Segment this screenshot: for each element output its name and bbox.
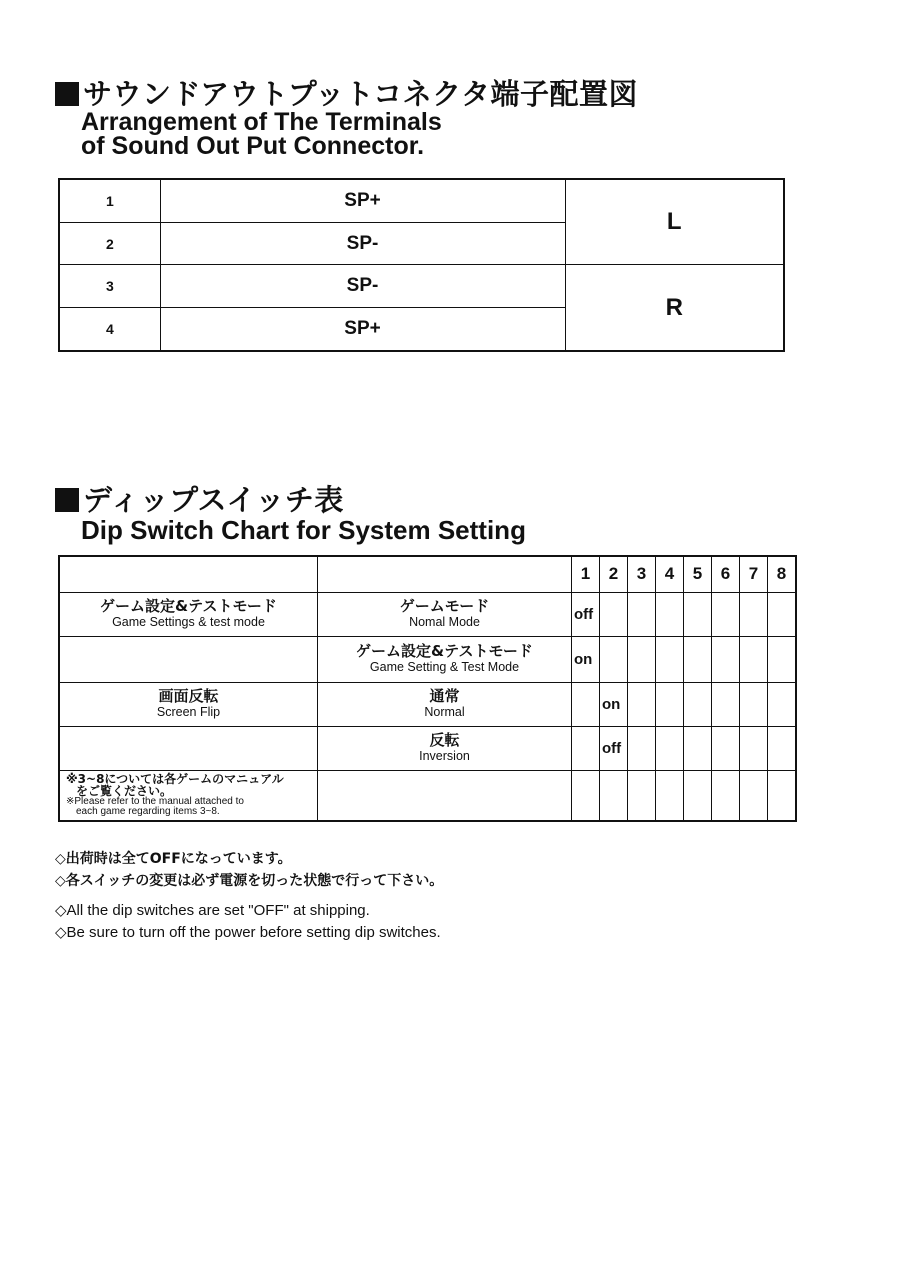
setting-cell — [318, 682, 572, 726]
setting-cell — [318, 726, 572, 770]
function-cell — [59, 726, 318, 770]
setting-cell — [318, 592, 572, 636]
note-jp-2: ◇各スイッチの変更は必ず電源を切った状態で行って下さい。 — [55, 873, 444, 889]
switch-number: 1 — [572, 556, 600, 592]
connector-section-header — [55, 78, 638, 158]
pin-number: 1 — [59, 179, 160, 222]
pin-signal: SP- — [160, 265, 565, 308]
dip-section-header — [55, 484, 526, 544]
table-row — [59, 592, 796, 636]
setting-en: Inversion — [419, 749, 470, 763]
connector-title-en-line2: of Sound Out Put Connector. — [81, 132, 425, 160]
dip-switch-table — [58, 555, 797, 822]
setting-en: Normal — [424, 705, 465, 719]
switch-value: on — [600, 682, 628, 726]
function-en: Screen Flip — [156, 705, 221, 719]
footnote-row — [59, 770, 796, 821]
note-en-1: ◇All the dip switches are set "OFF" at shipping. — [55, 902, 370, 919]
table-row — [59, 726, 796, 770]
switch-value: on — [572, 636, 600, 682]
table-header-row — [59, 556, 796, 592]
connector-title-en-line1: Arrangement of The Terminals — [81, 108, 442, 136]
channel-left: L — [565, 179, 784, 265]
note-en-2: ◇Be sure to turn off the power before setting dip switches. — [55, 924, 441, 941]
table-row — [59, 179, 784, 222]
switch-value: off — [572, 592, 600, 636]
switch-number: 5 — [684, 556, 712, 592]
setting-jp: 反転 — [429, 731, 460, 749]
switch-number: 4 — [656, 556, 684, 592]
switch-number: 8 — [768, 556, 797, 592]
notes-jp — [55, 848, 443, 892]
setting-jp: 通常 — [429, 687, 460, 705]
pin-number: 4 — [59, 308, 160, 351]
footnote-jp-1: ※3~8については各ゲームのマニュアル — [66, 772, 284, 787]
channel-right: R — [565, 265, 784, 351]
setting-en: Game Setting & Test Mode — [369, 660, 520, 674]
pin-number: 3 — [59, 265, 160, 308]
pin-signal: SP+ — [160, 308, 565, 351]
footnote-cell — [59, 770, 318, 821]
header-function-cell — [59, 556, 318, 592]
function-jp: ゲーム設定&テストモード — [100, 597, 277, 615]
table-row — [59, 636, 796, 682]
table-row — [59, 265, 784, 308]
footnote-jp-2: をご覧ください。 — [76, 784, 173, 799]
switch-number: 7 — [740, 556, 768, 592]
setting-en: Nomal Mode — [409, 615, 480, 629]
dip-title-jp: ディップスイッチ表 — [55, 484, 526, 516]
switch-value — [572, 682, 600, 726]
function-cell — [59, 592, 318, 636]
connector-title-jp: サウンドアウトプットコネクタ端子配置図 — [55, 78, 638, 110]
footnote-en-1: ※Please refer to the manual attached to — [66, 796, 244, 808]
switch-number: 3 — [628, 556, 656, 592]
switch-value: off — [600, 726, 628, 770]
note-jp-1: ◇出荷時は全てOFFになっています。 — [55, 851, 292, 867]
footnote-en-2: each game regarding items 3~8. — [76, 806, 220, 818]
square-bullet-icon — [55, 488, 79, 512]
function-cell — [59, 682, 318, 726]
switch-number: 6 — [712, 556, 740, 592]
table-row — [59, 682, 796, 726]
square-bullet-icon — [55, 82, 79, 106]
function-en: Game Settings & test mode — [112, 615, 265, 629]
pin-signal: SP+ — [160, 179, 565, 222]
connector-table — [58, 178, 785, 352]
setting-jp: ゲームモード — [399, 597, 490, 615]
pin-signal: SP- — [160, 222, 565, 265]
setting-cell — [318, 636, 572, 682]
notes-en — [55, 900, 441, 944]
function-cell — [59, 636, 318, 682]
dip-title-en: Dip Switch Chart for System Setting — [81, 515, 526, 545]
pin-number: 2 — [59, 222, 160, 265]
switch-value — [600, 636, 628, 682]
switch-value — [572, 726, 600, 770]
switch-number: 2 — [600, 556, 628, 592]
setting-jp: ゲーム設定&テストモード — [356, 642, 533, 660]
header-setting-cell — [318, 556, 572, 592]
switch-value — [600, 592, 628, 636]
function-jp: 画面反転 — [158, 687, 219, 705]
